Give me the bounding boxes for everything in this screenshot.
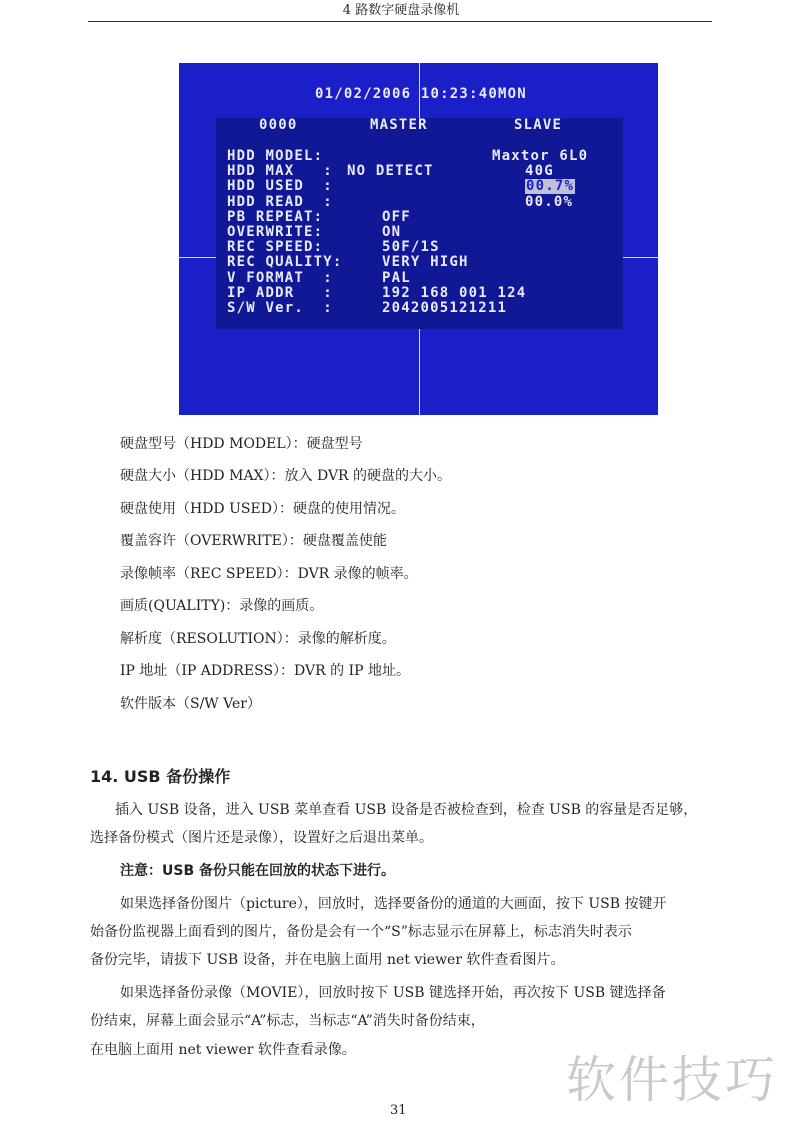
description-hdd-max: 硬盘大小（HDD MAX）：放入 DVR 的硬盘的大小。 xyxy=(120,468,452,484)
dvr-screen-image xyxy=(179,63,658,415)
picture-paragraph-line: 始备份监视器上面看到的图片，备份是会有一个“S”标志显示在屏幕上，标志消失时表示 xyxy=(90,924,632,940)
osd-value: 50F/1S xyxy=(382,239,440,256)
movie-paragraph-line: 如果选择备份录像（MOVIE），回放时按下 USB 键选择开始，再次按下 USB 键选择备 xyxy=(120,985,666,1001)
page-number: 31 xyxy=(390,1103,407,1118)
osd-label: V FORMAT : xyxy=(227,269,333,286)
osd-master-value: NO DETECT xyxy=(347,163,434,180)
osd-slave-value: Maxtor 6L0 xyxy=(492,148,589,164)
osd-label: PB REPEAT: xyxy=(227,208,324,225)
osd-column-master: MASTER xyxy=(370,117,428,133)
movie-paragraph-line: 在电脑上面用 net viewer 软件查看录像。 xyxy=(90,1042,356,1058)
description-ip-address: IP 地址（IP ADDRESS）：DVR 的 IP 地址。 xyxy=(120,663,410,679)
osd-slave-value: 00.0% xyxy=(525,193,574,210)
osd-label: HDD MODEL: xyxy=(227,148,324,164)
watermark-text: 软件技巧 xyxy=(566,1051,778,1109)
description-hdd-model: 硬盘型号（HDD MODEL）：硬盘型号 xyxy=(120,436,363,452)
osd-label: HDD MAX : xyxy=(227,163,333,180)
picture-paragraph-line: 备份完毕，请拔下 USB 设备，并在电脑上面用 net viewer 软件查看图片。 xyxy=(90,952,565,968)
picture-paragraph-line: 如果选择备份图片（picture），回放时，选择要备份的通道的大画面，按下 USB 按键开 xyxy=(120,896,667,912)
section-heading: 14. USB 备份操作 xyxy=(90,767,231,786)
osd-label: S/W Ver. : xyxy=(227,299,333,316)
osd-label: REC SPEED: xyxy=(227,239,324,256)
osd-column-slave: SLAVE xyxy=(514,117,563,133)
osd-datetime: 01/02/2006 10:23:40MON xyxy=(315,86,527,102)
page-header: 4 路数字硬盘录像机 xyxy=(342,3,460,18)
description-hdd-used: 硬盘使用（HDD USED）：硬盘的使用情况。 xyxy=(120,501,405,517)
description-quality: 画质(QUALITY)：录像的画质。 xyxy=(120,598,324,614)
intro-paragraph-line: 插入 USB 设备，进入 USB 菜单查看 USB 设备是否被检查到，检查 USB 的容量是否足够， xyxy=(115,802,698,818)
intro-paragraph-line: 选择备份模式（图片还是录像），设置好之后退出菜单。 xyxy=(90,830,433,846)
description-rec-speed: 录像帧率（REC SPEED）：DVR 录像的帧率。 xyxy=(120,566,418,582)
osd-label: HDD USED : xyxy=(227,178,333,195)
description-sw-ver: 软件版本（S/W Ver） xyxy=(120,696,261,712)
osd-slave-value-selected: 00.7% xyxy=(526,178,575,195)
osd-label: HDD READ : xyxy=(227,193,333,210)
osd-slave-value: 40G xyxy=(525,163,554,180)
osd-value: ON xyxy=(382,223,402,240)
movie-paragraph-line: 份结束，屏幕上面会显示“A”标志，当标志“A”消失时备份结束， xyxy=(90,1013,485,1029)
osd-column-channel: 0000 xyxy=(259,117,298,133)
osd-value: PAL xyxy=(382,269,411,286)
osd-value: OFF xyxy=(382,208,411,225)
osd-label: OVERWRITE: xyxy=(227,223,324,240)
osd-value: 192 168 001 124 xyxy=(382,284,527,301)
description-resolution: 解析度（RESOLUTION）：录像的解析度。 xyxy=(120,631,396,647)
header-divider xyxy=(88,21,712,22)
osd-value: VERY HIGH xyxy=(382,254,469,271)
osd-label: IP ADDR : xyxy=(227,284,333,301)
osd-label: REC QUALITY: xyxy=(227,254,343,271)
osd-value: 2042005121211 xyxy=(382,299,508,316)
description-overwrite: 覆盖容许（OVERWRITE）：硬盘覆盖使能 xyxy=(120,533,387,549)
usb-backup-note: 注意：USB 备份只能在回放的状态下进行。 xyxy=(120,863,395,879)
